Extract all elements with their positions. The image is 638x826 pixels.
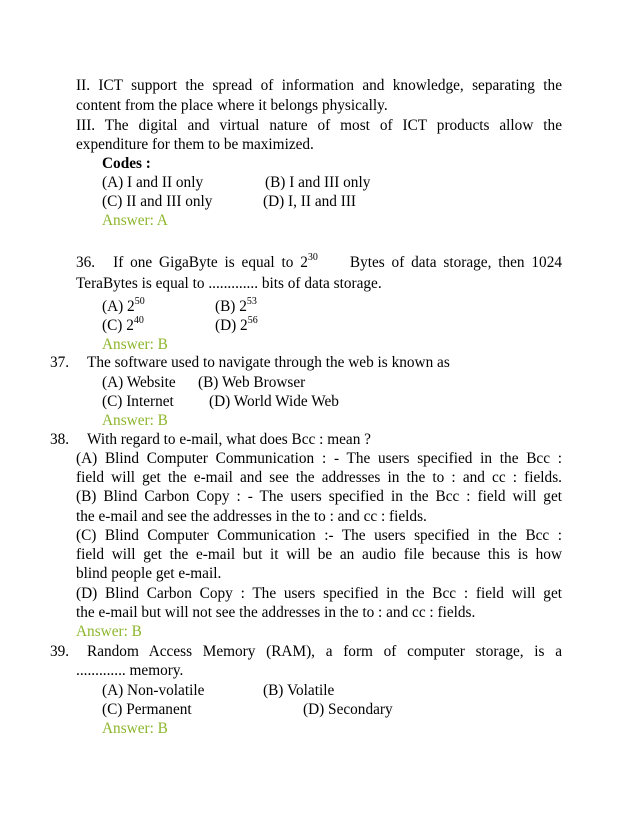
q38-text: With regard to e-mail, what does Bcc : mean ? <box>87 431 371 448</box>
q35-option-c: (C) II and III only <box>102 193 213 210</box>
q37-option-c: (C) Internet <box>102 393 174 410</box>
q36-number: 36. <box>76 254 96 271</box>
q35-statement-ii-line1: II. ICT support the spread of information and knowledge, separating the <box>76 77 562 94</box>
q35-codes-label: Codes : <box>102 155 151 172</box>
q38-option-d-line1: (D) Blind Carbon Copy : The users specified in the Bcc : field will get <box>76 585 562 602</box>
q37-number: 37. <box>50 354 70 371</box>
q37-text: The software used to navigate through the web is known as <box>87 354 450 371</box>
q36-option-d: (D) $2^{56}$ <box>215 315 258 334</box>
q35-option-a: (A) I and II only <box>102 174 204 191</box>
q38-option-a-line1: (A) Blind Computer Communication : - The users specified in the Bcc : <box>76 450 562 467</box>
q36-option-c: (C) $2^{40}$ <box>102 315 144 334</box>
q37-option-d: (D) World Wide Web <box>209 393 339 410</box>
q37-option-b: (B) Web Browser <box>198 374 306 391</box>
q38-option-c-line1: (C) Blind Computer Communication :- The users specified in the Bcc : <box>76 527 562 544</box>
q35-option-b: (B) I and III only <box>265 174 371 191</box>
q38-answer: Answer: B <box>76 623 142 640</box>
q38-option-c-line2: field will get the e-mail but it will be an audio file because this is how <box>76 546 562 563</box>
q39-answer: Answer: B <box>102 720 168 737</box>
q38-option-d-line2: the e-mail but will not see the addresses in the to : and cc : fields. <box>76 604 476 621</box>
q39-number: 39. <box>50 643 70 660</box>
q36-line1 <box>76 253 562 274</box>
q35-statement-iii-line2: expenditure for them to be maximized. <box>76 136 314 153</box>
q36-answer: Answer: B <box>102 336 168 353</box>
q35-statement-ii-line2: content from the place where it belongs physically. <box>76 97 388 114</box>
q38-option-a-line2: field will get the e-mail and see the addresses in the to : and cc : fields. <box>76 469 562 486</box>
q37-answer: Answer: B <box>102 412 168 429</box>
q39-option-a: (A) Non-volatile <box>102 682 205 699</box>
q36-option-a: (A) $2^{50}$ <box>102 296 145 315</box>
q38-option-b-line2: the e-mail and see the addresses in the to : and cc : fields. <box>76 508 427 525</box>
q35-option-d: (D) I, II and III <box>263 193 357 210</box>
q36-text-pre: If one GigaByte is equal to 2 <box>113 254 308 271</box>
q39-option-d: (D) Secondary <box>303 701 393 718</box>
q36-text-post: Bytes of data storage, then 1024 <box>349 254 562 271</box>
q38-number: 38. <box>50 431 70 448</box>
q36-line2: TeraBytes is equal to ............. bits of data storage. <box>76 275 382 292</box>
q37-option-a: (A) Website <box>102 374 176 391</box>
q39-option-b: (B) Volatile <box>263 682 335 699</box>
q35-statement-iii-line1: III. The digital and virtual nature of most of ICT products allow the <box>76 117 562 134</box>
q38-option-c-line3: blind people get e-mail. <box>76 565 222 582</box>
q36-option-b: (B) $2^{53}$ <box>215 296 257 315</box>
q35-answer: Answer: A <box>102 212 168 229</box>
q39-text: Random Access Memory (RAM), a form of computer storage, is a <box>87 643 562 660</box>
q39-option-c: (C) Permanent <box>102 701 192 718</box>
q36-text-exponent: 30 <box>307 252 318 263</box>
q39-line2: ............. memory. <box>76 662 184 679</box>
q38-option-b-line1: (B) Blind Carbon Copy : - The users specified in the Bcc : field will get <box>76 488 562 505</box>
